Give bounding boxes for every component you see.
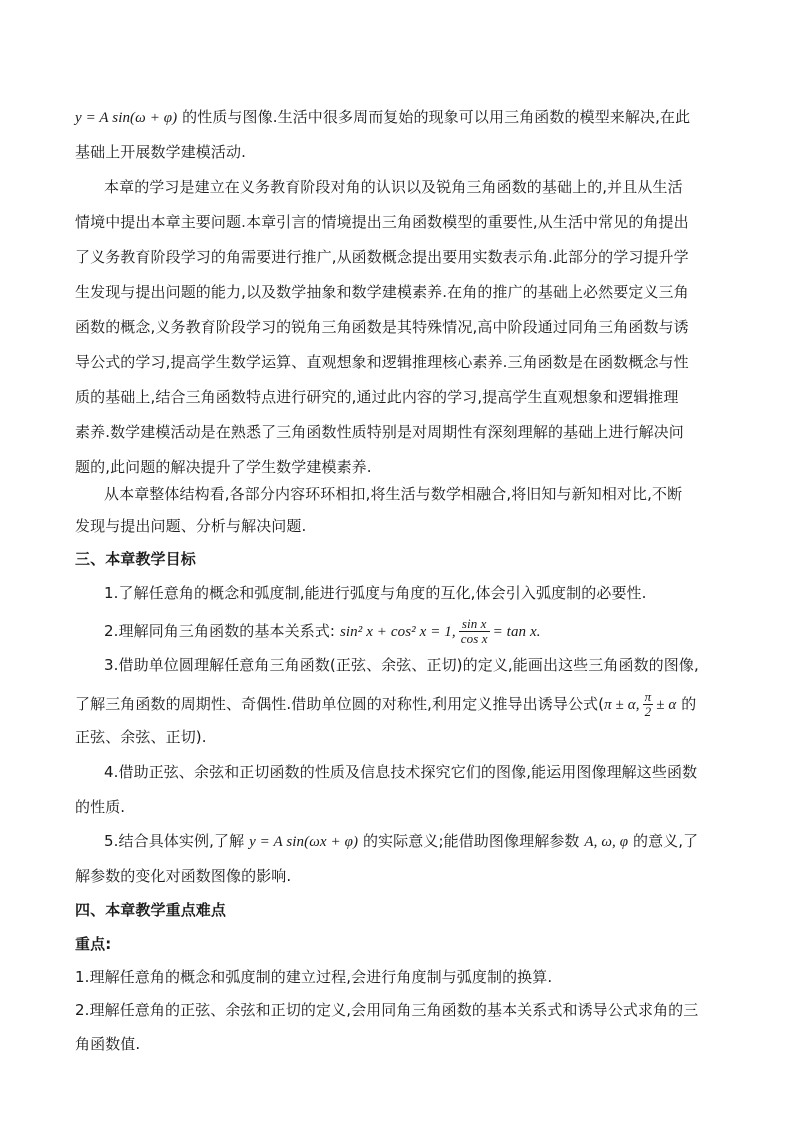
key-point-item: 1.理解任意角的概念和弧度制的建立过程,会进行角度制与弧度制的换算.: [75, 968, 553, 986]
paragraph-line: [75, 107, 690, 128]
goal-item: [104, 617, 541, 646]
formula-pi-alpha: π ± α,: [604, 697, 640, 713]
goal-item: 1.了解任意角的概念和弧度制,能进行弧度与角度的互化,体会引入弧度制的必要性.: [104, 584, 647, 602]
paragraph-line: 基础上开展数学建模活动.: [75, 143, 246, 161]
key-point-item: 角函数值.: [75, 1035, 141, 1053]
formula-tan: = tan x.: [492, 624, 541, 640]
formula-fraction: [459, 617, 490, 646]
paragraph-line: 发现与提出问题、分析与解决问题.: [75, 517, 307, 535]
goal-item: 3.借助单位圆理解任意角三角函数(正弦、余弦、正切)的定义,能画出这些三角函数的图像,: [104, 656, 699, 674]
goal-item: 正弦、余弦、正切).: [75, 728, 207, 746]
fraction-numerator: sin x: [459, 617, 490, 632]
section-heading: 四、本章教学重点难点: [75, 901, 227, 919]
paragraph-line: 了义务教育阶段学习的角需要进行推广,从函数概念提出要用实数表示角.此部分的学习提升学: [75, 248, 689, 266]
line-text: 的: [676, 695, 697, 713]
formula-sinusoid: y = A sin(ω + φ): [75, 110, 178, 126]
line-text: 的意义,了: [628, 832, 699, 850]
paragraph-line: 情境中提出本章主要问题.本章引言的情境提出三角函数模型的重要性,从生活中常见的角提出: [75, 213, 689, 231]
formula-pythagorean: sin² x + cos² x = 1,: [339, 624, 456, 640]
formula-plus-minus-alpha: ± α: [656, 697, 677, 713]
goal-item: [104, 831, 698, 852]
paragraph-line: 从本章整体结构看,各部分内容环环相扣,将生活与数学相融合,将旧知与新知相对比,不断: [104, 485, 683, 503]
line-text: 5.结合具体实例,了解: [104, 832, 250, 850]
paragraph-line: 本章的学习是建立在义务教育阶段对角的认识以及锐角三角函数的基础上的,并且从生活: [104, 178, 683, 196]
paragraph-line: 题的,此问题的解决提升了学生数学建模素养.: [75, 458, 372, 476]
paragraph-line: 导公式的学习,提高学生数学运算、直观想象和逻辑推理核心素养.三角函数是在函数概念与性: [75, 353, 689, 371]
subheading: 重点:: [75, 935, 112, 953]
goal-item: 4.借助正弦、余弦和正切函数的性质及信息技术探究它们的图像,能运用图像理解这些函数: [104, 763, 698, 781]
formula-sinusoid: y = A sin(ωx + φ): [249, 834, 359, 850]
goal-item: [75, 690, 696, 719]
paragraph-line: 生发现与提出问题的能力,以及数学抽象和数学建模素养.在角的推广的基础上必然要定义三角: [75, 283, 689, 301]
formula-fraction: [643, 690, 654, 719]
goal-item: 的性质.: [75, 798, 126, 816]
paragraph-line: 素养.数学建模活动是在熟悉了三角函数性质特别是对周期性有深刻理解的基础上进行解决问: [75, 423, 684, 441]
fraction-denominator: 2: [644, 704, 652, 719]
formula-params: A, ω, φ: [584, 834, 629, 850]
line-text: 的性质与图像.生活中很多周而复始的现象可以用三角函数的模型来解决,在此: [177, 108, 691, 126]
section-heading: 三、本章教学目标: [75, 550, 196, 568]
goal-item: 解参数的变化对函数图像的影响.: [75, 867, 292, 885]
line-text: 了解三角函数的周期性、奇偶性.借助单位圆的对称性,利用定义推导出诱导公式(: [75, 695, 605, 713]
key-point-item: 2.理解任意角的正弦、余弦和正切的定义,会用同角三角函数的基本关系式和诱导公式求角的三: [75, 1001, 699, 1019]
line-text: 2.理解同角三角函数的基本关系式:: [104, 622, 340, 640]
fraction-denominator: cos x: [460, 631, 488, 646]
fraction-numerator: π: [644, 689, 652, 704]
paragraph-line: 质的基础上,结合三角函数特点进行研究的,通过此内容的学习,提高学生直观想象和逻辑推理: [75, 388, 679, 406]
line-text: 的实际意义;能借助图像理解参数: [358, 832, 585, 850]
paragraph-line: 函数的概念,义务教育阶段学习的锐角三角函数是其特殊情况,高中阶段通过同角三角函数与诱: [75, 318, 689, 336]
